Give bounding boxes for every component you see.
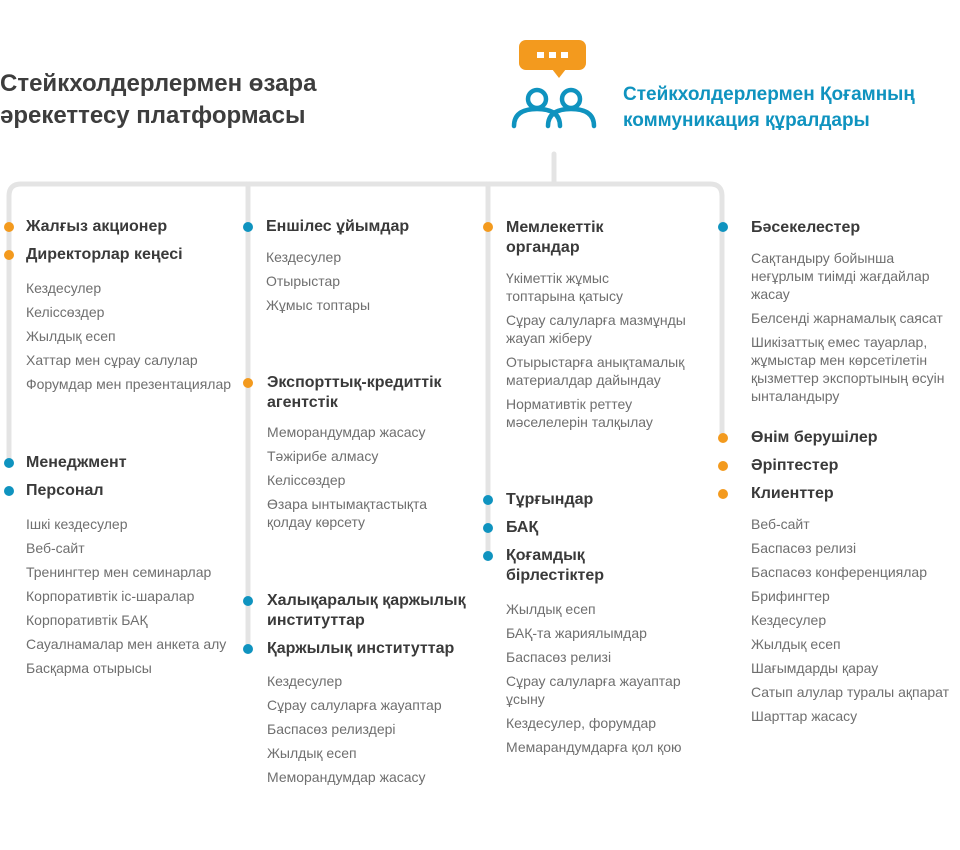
list-item: Баспасөз релизі <box>506 649 612 665</box>
list-item: Сұрау салуларға жауаптар ұсыну <box>506 673 681 707</box>
list-item: Меморандумдар жасасу <box>267 769 426 785</box>
list-item: Веб-сайт <box>751 516 810 532</box>
list-item: Баспасөз релизі <box>751 540 857 556</box>
list-item: Ішкі кездесулер <box>26 516 128 532</box>
group-subsidiaries: Еншілес ұйымдар <box>266 218 410 235</box>
list-item: Сұрау салуларға мазмұнды жауап жіберу <box>506 312 686 346</box>
list-item: Шикізаттық емес тауарлар, жұмыстар мен көрсетілетін қызметтер экспортының өсуін ынталандыру <box>751 334 945 404</box>
list-item: Баспасөз релиздері <box>267 721 396 737</box>
dot-media <box>483 523 493 533</box>
dot-suppliers <box>718 433 728 443</box>
list-item: Жылдық есеп <box>267 745 357 761</box>
list-item: Жылдық есеп <box>26 328 116 344</box>
list-item: Кездесулер <box>26 280 102 296</box>
list-item: Сұрау салуларға жауаптар <box>267 697 442 713</box>
list-item: Корпоративтік БАҚ <box>26 612 148 628</box>
group-clients: Клиенттер <box>751 485 834 502</box>
list-item: Мемарандумдарға қол қою <box>506 739 682 755</box>
group-intl-financial-institutions: Халықаралық қаржылық институттар <box>267 592 466 629</box>
list-item: Брифингтер <box>751 588 830 604</box>
communication-tools-title-line1: Стейкхолдерлермен Қоғамның <box>623 84 915 105</box>
list-item: Веб-сайт <box>26 540 85 556</box>
group-competitors: Бәсекелестер <box>751 219 861 236</box>
list-item: Баспасөз конференциялар <box>751 564 928 580</box>
group-suppliers: Өнім берушілер <box>751 429 878 446</box>
group-media: БАҚ <box>506 519 539 536</box>
col3-list2 <box>506 600 682 762</box>
list-item: Басқарма отырысы <box>26 660 152 676</box>
list-item: Тәжірибе алмасу <box>267 448 379 464</box>
dot-competitors <box>718 222 728 232</box>
group-personnel: Персонал <box>26 482 104 499</box>
dot-management <box>4 458 14 468</box>
list-item: БАҚ-та жариялымдар <box>506 625 647 641</box>
dot-board <box>4 250 14 260</box>
list-item: Сақтандыру бойынша неғұрлым тиімді жағдайлар жасау <box>751 250 930 302</box>
list-item: Сауалнамалар мен анкета алу <box>26 636 227 652</box>
dot-subsidiaries <box>243 222 253 232</box>
list-item: Хаттар мен сұрау салулар <box>26 352 198 368</box>
list-item: Форумдар мен презентациялар <box>26 376 232 392</box>
col2-list1 <box>266 248 370 320</box>
dot-government <box>483 222 493 232</box>
col2-list2 <box>267 423 427 537</box>
dot-export-credit <box>243 378 253 388</box>
list-item: Корпоративтік іс-шаралар <box>26 588 195 604</box>
col4-list2 <box>751 515 949 731</box>
col2-list3 <box>267 672 442 792</box>
list-item: Кездесулер <box>267 673 343 689</box>
list-item: Отырыстар <box>266 273 341 289</box>
dot-public-associations <box>483 551 493 561</box>
dot-residents <box>483 495 493 505</box>
list-item: Белсенді жарнамалық саясат <box>751 310 943 326</box>
group-public-associations: Қоғамдық бірлестіктер <box>506 547 605 584</box>
list-item: Кездесулер, форумдар <box>506 715 657 731</box>
list-item: Нормативтік реттеу мәселелерін талқылау <box>506 396 653 430</box>
platform-title-line1: Стейкхолдерлермен өзара <box>0 70 317 97</box>
dot-clients <box>718 489 728 499</box>
dot-intl-financial <box>243 596 253 606</box>
list-item: Келіссөздер <box>26 304 105 320</box>
list-item: Өзара ынтымақтастықта қолдау көрсету <box>267 496 428 530</box>
platform-title-line2: әрекеттесу платформасы <box>0 102 306 129</box>
col1-list1 <box>26 279 231 399</box>
list-item: Жұмыс топтары <box>266 297 371 313</box>
list-item: Шарттар жасасу <box>751 708 858 724</box>
group-management: Менеджмент <box>26 454 127 471</box>
list-item: Сатып алулар туралы ақпарат <box>751 684 950 700</box>
group-export-credit-agency: Экспорттық-кредиттік агентстік <box>267 374 442 411</box>
communication-tools-title-line2: коммуникация құралдары <box>623 110 870 131</box>
group-partners: Әріптестер <box>751 457 839 474</box>
list-item: Отырыстарға анықтамалық материалдар дайындау <box>506 354 685 388</box>
list-item: Кездесулер <box>751 612 827 628</box>
list-item: Кездесулер <box>266 249 342 265</box>
list-item: Келіссөздер <box>267 472 346 488</box>
list-item: Жылдық есеп <box>506 601 596 617</box>
col1-list2 <box>26 515 226 683</box>
dot-sole-shareholder <box>4 222 14 232</box>
group-sole-shareholder: Жалғыз акционер <box>26 218 168 235</box>
group-board-of-directors: Директорлар кеңесі <box>26 246 183 263</box>
dot-financial <box>243 644 253 654</box>
col3-list1 <box>506 269 686 437</box>
list-item: Шағымдарды қарау <box>751 660 879 676</box>
list-item: Тренингтер мен семинарлар <box>26 564 212 580</box>
group-residents: Тұрғындар <box>506 491 594 508</box>
list-item: Меморандумдар жасасу <box>267 424 426 440</box>
list-item: Үкіметтік жұмыс топтарына қатысу <box>506 270 623 304</box>
col4-list1 <box>751 249 944 411</box>
group-financial-institutions: Қаржылық институттар <box>267 640 455 657</box>
group-government-bodies: Мемлекеттік органдар <box>506 219 604 256</box>
dot-personnel <box>4 486 14 496</box>
dot-partners <box>718 461 728 471</box>
list-item: Жылдық есеп <box>751 636 841 652</box>
